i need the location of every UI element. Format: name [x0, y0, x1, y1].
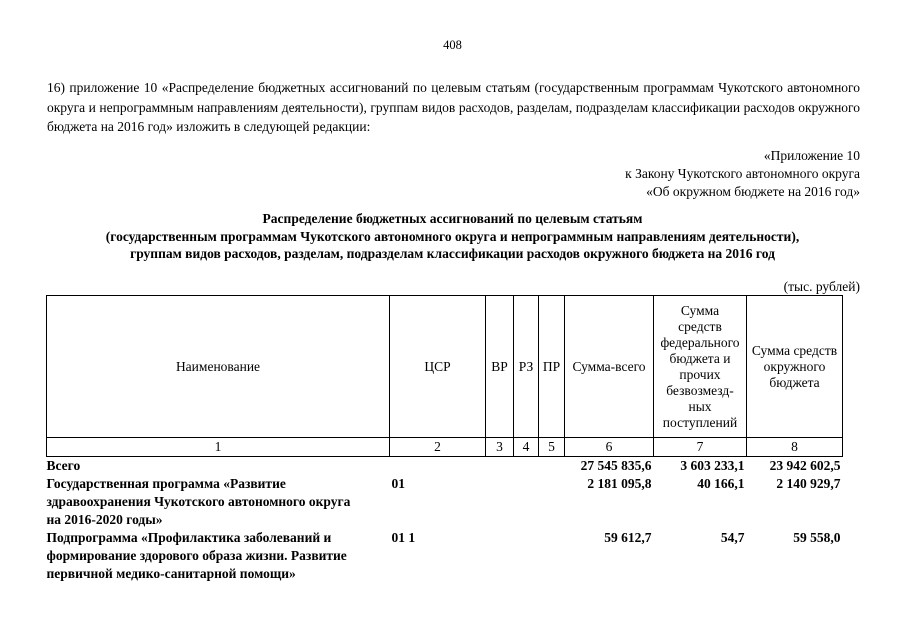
header-federal [654, 296, 747, 438]
row-vr [486, 457, 514, 476]
appendix-ref-line-1: «Приложение 10 [763, 148, 860, 163]
column-number: 8 [747, 438, 843, 457]
row-vr [486, 529, 514, 583]
row-csr [390, 457, 486, 476]
header-vr: ВР [486, 296, 514, 438]
header-federal-line: прочих [679, 366, 721, 382]
title-line-2: (государственным программам Чукотского автономного округа и непрограммным направлениям деятельности), [105, 228, 800, 244]
header-federal-line: федерального [660, 334, 740, 350]
column-number: 3 [486, 438, 514, 457]
row-vr [486, 475, 514, 529]
header-name: Наименование [47, 296, 390, 438]
column-number: 6 [565, 438, 654, 457]
row-name-line: формирование здорового образа жизни. Развитие [46, 548, 347, 563]
row-name-line: на 2016-2020 годы» [46, 512, 163, 527]
row-total: 2 181 095,8 [587, 476, 652, 491]
header-federal-line: Сумма [680, 302, 720, 318]
row-regional: 59 558,0 [793, 530, 841, 545]
header-csr: ЦСР [390, 296, 486, 438]
table-row [47, 529, 843, 583]
units-label: (тыс. рублей) [783, 279, 860, 294]
table-row [47, 475, 843, 529]
document-title [0, 210, 905, 263]
header-regional [747, 296, 843, 438]
header-regional-line: окружного [763, 358, 826, 374]
budget-table [46, 295, 843, 583]
row-regional: 2 140 929,7 [776, 476, 841, 491]
header-federal-line: ных [688, 398, 712, 414]
row-total: 59 612,7 [604, 530, 652, 545]
row-name [47, 457, 390, 476]
row-regional: 23 942 602,5 [769, 458, 841, 473]
column-number: 5 [539, 438, 565, 457]
row-name-line: здравоохранения Чукотского автономного округа [46, 494, 351, 509]
column-number: 2 [390, 438, 486, 457]
row-federal: 40 166,1 [697, 476, 745, 491]
intro-paragraph: 16) приложение 10 «Распределение бюджетных ассигнований по целевым статьям (государственным программам Чукотского автономного округа и непрограммным направлениям деятельности), группам видов расходов, разделам, подразделам классификации расходов окружного бюджета на 2016 год» изложить в следующей редакции: [47, 80, 860, 134]
title-line-3: группам видов расходов, разделам, подразделам классификации расходов окружного бюджета на 2016 год [130, 246, 775, 261]
table-row [47, 457, 843, 476]
row-federal: 54,7 [720, 530, 745, 545]
row-name-line: Всего [46, 458, 81, 473]
row-federal: 3 603 233,1 [680, 458, 745, 473]
header-pr: ПР [539, 296, 565, 438]
row-csr: 01 1 [391, 530, 416, 545]
row-name-line: первичной медико-санитарной помощи» [46, 566, 296, 581]
row-rz [514, 457, 539, 476]
row-csr: 01 [391, 476, 405, 491]
row-rz [514, 529, 539, 583]
appendix-reference [625, 147, 860, 201]
header-regional-line: бюджета [769, 374, 820, 390]
row-pr [539, 457, 565, 476]
appendix-ref-line-2: к Закону Чукотского автономного округа [625, 166, 860, 181]
row-name [47, 529, 390, 583]
row-name-line: Государственная программа «Развитие [46, 476, 286, 491]
header-regional-line: Сумма средств [751, 342, 838, 358]
row-total: 27 545 835,6 [580, 458, 652, 473]
header-federal-line: безвозмезд- [666, 382, 734, 398]
row-name [47, 475, 390, 529]
column-number: 4 [514, 438, 539, 457]
row-pr [539, 529, 565, 583]
column-number: 1 [47, 438, 390, 457]
header-federal-line: бюджета и [669, 350, 731, 366]
page-number: 408 [443, 38, 462, 52]
appendix-ref-line-3: «Об окружном бюджете на 2016 год» [646, 184, 860, 199]
header-federal-line: поступлений [662, 414, 738, 430]
header-total: Сумма-всего [565, 296, 654, 438]
header-rz: РЗ [514, 296, 539, 438]
row-name-line: Подпрограмма «Профилактика заболеваний и [46, 530, 332, 545]
row-rz [514, 475, 539, 529]
row-pr [539, 475, 565, 529]
column-number: 7 [654, 438, 747, 457]
title-line-1: Распределение бюджетных ассигнований по целевым статьям [262, 211, 643, 226]
header-federal-line: средств [678, 318, 722, 334]
